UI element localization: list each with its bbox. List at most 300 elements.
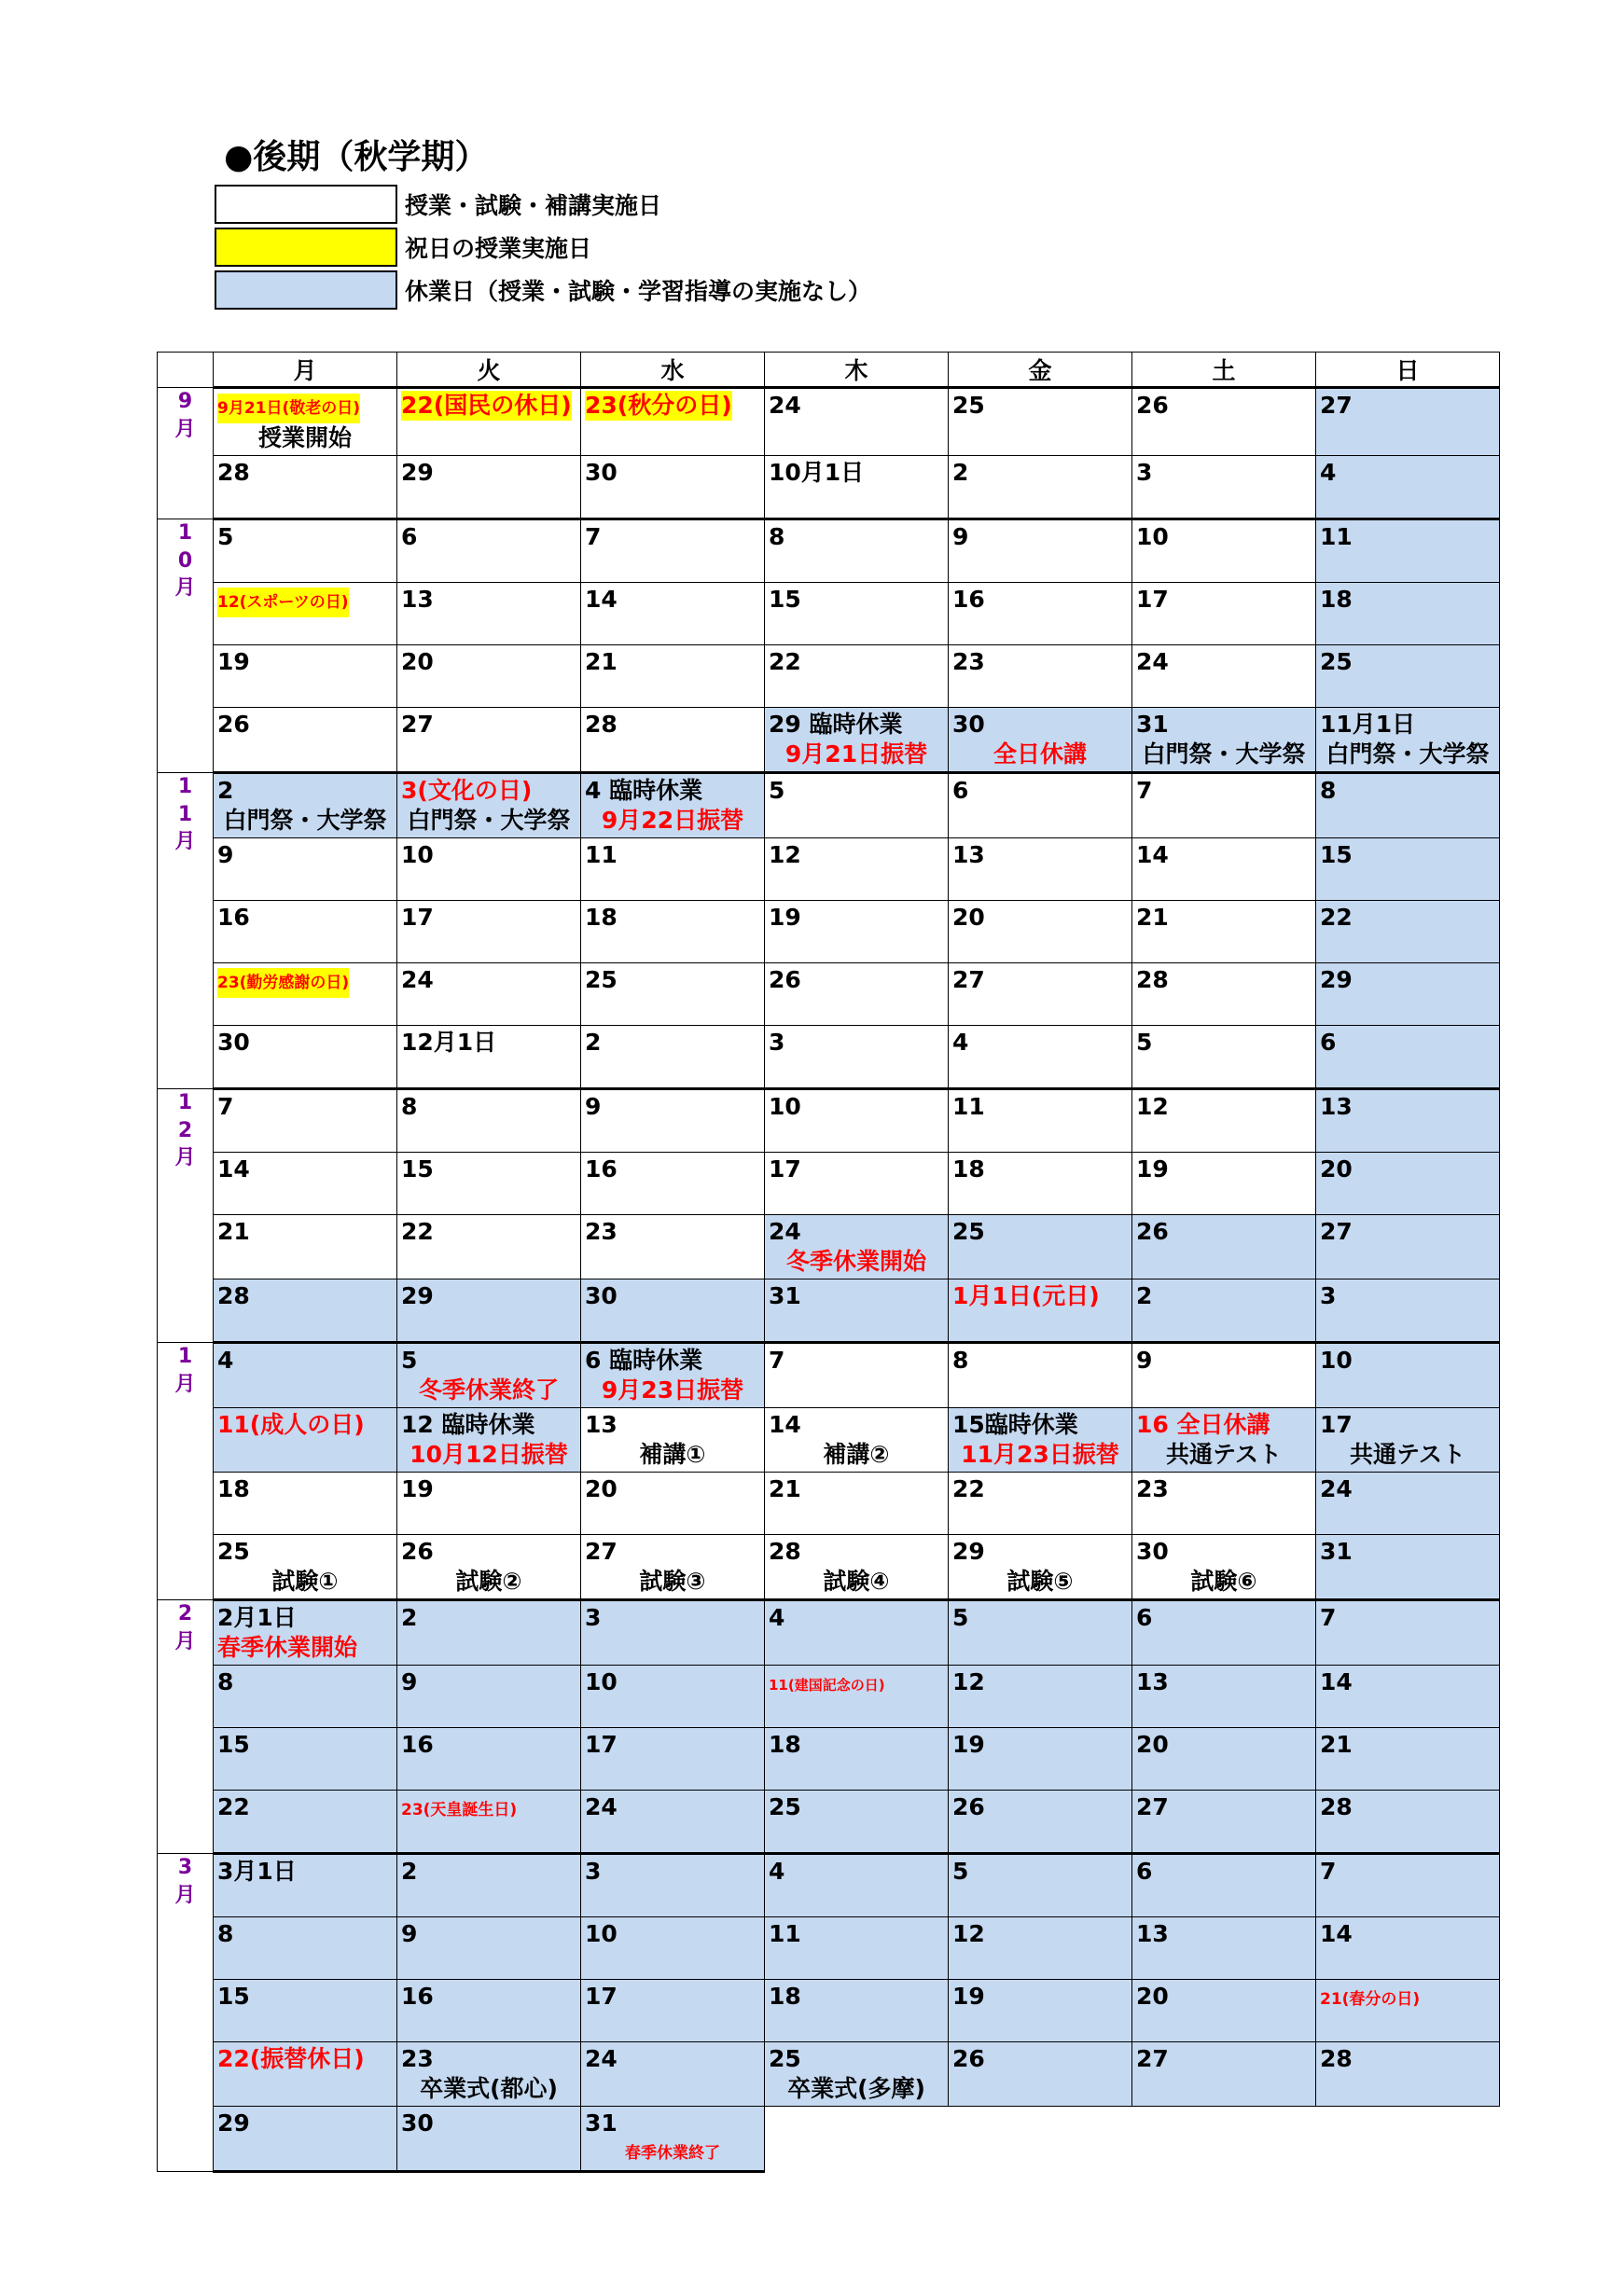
calendar-table: [157, 352, 1500, 2173]
day-number: 28: [217, 1282, 250, 1309]
day-number: 30: [585, 1282, 618, 1309]
week-row: [158, 963, 1500, 1026]
day-cell: [1316, 1980, 1500, 2042]
day-number: 25: [769, 2045, 801, 2072]
day-cell: [214, 1600, 397, 1666]
weekday-header: 日: [1316, 353, 1500, 388]
week-row: [158, 1917, 1500, 1980]
day-number: 22: [401, 1218, 434, 1245]
day-number: 19: [217, 648, 250, 675]
day-number: 9: [585, 1093, 602, 1120]
day-cell: [949, 519, 1132, 583]
day-cell: [581, 1917, 765, 1980]
day-note: 試験⑥: [1190, 1568, 1257, 1595]
day-cell: [1132, 1215, 1316, 1279]
day-number: 27: [1136, 2045, 1169, 2072]
corner-cell: [158, 353, 214, 388]
day-number: 10: [401, 841, 434, 868]
day-cell: [949, 1473, 1132, 1535]
day-cell: [397, 838, 581, 901]
day-cell: [949, 1153, 1132, 1215]
day-cell: [765, 708, 949, 773]
day-number: 14: [769, 1411, 801, 1438]
day-note: 春季休業終了: [625, 2144, 720, 2163]
day-number: 15: [1320, 841, 1353, 868]
week-row: [158, 1343, 1500, 1408]
day-cell: [397, 2107, 581, 2172]
day-cell: [581, 708, 765, 773]
day-cell: [581, 1279, 765, 1343]
day-cell: [949, 645, 1132, 708]
day-number: 30: [1136, 1538, 1169, 1565]
day-note: 10月12日振替: [409, 1441, 568, 1468]
day-cell: [214, 583, 397, 645]
day-cell: [214, 838, 397, 901]
day-number: 5: [769, 777, 785, 804]
day-cell: [1132, 1279, 1316, 1343]
month-label: 1 0 月: [158, 519, 214, 773]
day-cell: [214, 456, 397, 519]
month-label: 1 月: [158, 1343, 214, 1600]
day-cell: [949, 708, 1132, 773]
day-cell: [1132, 963, 1316, 1026]
day-cell: [397, 1343, 581, 1408]
day-cell: [581, 456, 765, 519]
day-number: 14: [1320, 1920, 1353, 1947]
day-note: 9月21日振替: [784, 740, 928, 768]
week-row: [158, 1408, 1500, 1473]
day-number: 10: [585, 1920, 618, 1947]
week-row: [158, 1666, 1500, 1728]
day-cell: [397, 1791, 581, 1854]
day-cell: [214, 1535, 397, 1600]
day-number: 17: [769, 1155, 801, 1183]
day-cell: [1316, 519, 1500, 583]
day-cell: [397, 645, 581, 708]
day-number: 11: [952, 1093, 985, 1120]
day-cell: [1316, 1666, 1500, 1728]
day-cell: [1316, 838, 1500, 901]
day-cell: [765, 963, 949, 1026]
week-row: [158, 1153, 1500, 1215]
weekday-header-row: [158, 353, 1500, 388]
day-number: 27: [1320, 392, 1353, 419]
day-cell: [1132, 1473, 1316, 1535]
day-number: 8: [769, 523, 785, 550]
day-cell: [397, 2042, 581, 2107]
day-number: 4: [217, 1347, 234, 1374]
day-number: 15: [401, 1155, 434, 1183]
day-note: 冬季休業終了: [418, 1376, 559, 1404]
month-label: 3 月: [158, 1854, 214, 2172]
day-number: 29: [401, 1282, 434, 1309]
day-number: 18: [952, 1155, 985, 1183]
day-cell: [1132, 519, 1316, 583]
day-cell: [581, 1728, 765, 1791]
day-number: 8: [1320, 777, 1337, 804]
day-cell: [1316, 708, 1500, 773]
day-number: 12(スポーツの日): [217, 588, 349, 617]
day-number: 11月1日: [1320, 711, 1416, 738]
day-cell: [214, 2107, 397, 2172]
day-cell: [765, 838, 949, 901]
day-cell: [1316, 1343, 1500, 1408]
day-number: 20: [1320, 1155, 1353, 1183]
day-number: 14: [585, 586, 618, 613]
day-number: 21(春分の日): [1320, 1990, 1421, 2009]
month-label: 9 月: [158, 388, 214, 519]
day-number: 26: [952, 2045, 985, 2072]
day-cell: [1316, 1153, 1500, 1215]
legend-swatch-white: [215, 185, 397, 224]
day-cell: [581, 2107, 765, 2172]
day-cell: [581, 1600, 765, 1666]
day-cell: [1316, 1791, 1500, 1854]
day-number: 29: [1320, 966, 1353, 993]
day-cell: [397, 1408, 581, 1473]
day-number: 22(国民の休日): [401, 392, 572, 419]
day-cell: [765, 2042, 949, 2107]
day-cell: [949, 773, 1132, 838]
day-cell: [1316, 901, 1500, 963]
day-cell: [765, 1917, 949, 1980]
week-row: [158, 1600, 1500, 1666]
day-cell: [949, 1980, 1132, 2042]
week-row: [158, 1026, 1500, 1089]
week-row: [158, 388, 1500, 456]
day-number: 19: [769, 904, 801, 931]
day-number: 23: [585, 1218, 618, 1245]
day-number: 21: [1136, 904, 1169, 931]
day-number: 26: [217, 711, 250, 738]
week-row: [158, 1980, 1500, 2042]
day-number: 13: [1320, 1093, 1353, 1120]
day-cell: [397, 1026, 581, 1089]
day-note: 春季休業開始: [217, 1634, 358, 1661]
day-cell: [1316, 2042, 1500, 2107]
day-cell: [581, 388, 765, 456]
day-note: 卒業式(多摩): [787, 2075, 925, 2102]
day-number: 24: [585, 1793, 618, 1820]
day-note: 白門祭・大学祭: [1142, 740, 1306, 768]
day-cell: [214, 519, 397, 583]
day-number: 16: [585, 1155, 618, 1183]
day-number: 28: [585, 711, 618, 738]
day-cell: [1316, 773, 1500, 838]
day-number: 21: [1320, 1731, 1353, 1758]
day-cell: [397, 1089, 581, 1153]
day-cell: [581, 1408, 765, 1473]
day-number: 12: [952, 1920, 985, 1947]
day-number: 12: [769, 841, 801, 868]
day-number: 27: [952, 966, 985, 993]
day-cell: [1132, 1026, 1316, 1089]
day-note: 11月23日振替: [961, 1441, 1119, 1468]
day-number: 4: [769, 1858, 785, 1885]
day-number: 22: [217, 1793, 250, 1820]
day-number: 17: [585, 1731, 618, 1758]
day-number: 18: [769, 1983, 801, 2010]
day-number: 16: [401, 1983, 434, 2010]
legend-swatch-yellow: [215, 228, 397, 267]
day-cell: [581, 773, 765, 838]
day-cell: [581, 1153, 765, 1215]
day-cell: [1316, 1089, 1500, 1153]
day-number: 11: [1320, 523, 1353, 550]
day-number: 24: [769, 1218, 801, 1245]
day-number: 12 臨時休業: [401, 1411, 535, 1438]
day-number: 10: [1136, 523, 1169, 550]
empty-cell: [765, 2107, 949, 2172]
legend-item-class-day: [215, 183, 871, 226]
day-number: 19: [401, 1475, 434, 1502]
day-number: 7: [1320, 1858, 1337, 1885]
day-cell: [397, 1666, 581, 1728]
day-number: 16: [217, 904, 250, 931]
day-cell: [765, 1535, 949, 1600]
day-number: 19: [1136, 1155, 1169, 1183]
day-number: 2: [952, 459, 969, 486]
day-cell: [1316, 1026, 1500, 1089]
day-number: 17: [585, 1983, 618, 2010]
day-cell: [397, 456, 581, 519]
day-number: 17: [1320, 1411, 1353, 1438]
month-label: 1 2 月: [158, 1089, 214, 1343]
day-cell: [949, 388, 1132, 456]
day-cell: [1132, 773, 1316, 838]
day-cell: [1132, 708, 1316, 773]
day-note: 試験③: [639, 1568, 706, 1595]
day-number: 5: [217, 523, 234, 550]
day-number: 25: [217, 1538, 250, 1565]
day-cell: [581, 583, 765, 645]
day-note: 全日休講: [992, 740, 1087, 768]
day-number: 28: [217, 459, 250, 486]
week-row: [158, 838, 1500, 901]
day-number: 8: [217, 1668, 234, 1695]
day-number: 14: [217, 1155, 250, 1183]
day-note: 9月22日振替: [601, 807, 744, 834]
day-number: 13: [1136, 1920, 1169, 1947]
day-number: 18: [1320, 586, 1353, 613]
day-number: 10月1日: [769, 459, 865, 486]
day-cell: [1132, 645, 1316, 708]
day-number: 25: [1320, 648, 1353, 675]
day-number: 27: [1320, 1218, 1353, 1245]
day-number: 10: [585, 1668, 618, 1695]
day-number: 9: [1136, 1347, 1153, 1374]
day-number: 30: [952, 711, 985, 738]
day-number: 9: [952, 523, 969, 550]
day-number: 27: [585, 1538, 618, 1565]
day-number: 26: [1136, 392, 1169, 419]
day-cell: [214, 2042, 397, 2107]
day-number: 5: [401, 1347, 418, 1374]
legend-label: 祝日の授業実施日: [405, 235, 592, 262]
day-number: 2: [1136, 1282, 1153, 1309]
day-cell: [397, 901, 581, 963]
day-number: 3: [1320, 1282, 1337, 1309]
day-cell: [1316, 1473, 1500, 1535]
day-cell: [214, 1473, 397, 1535]
day-number: 6: [1136, 1604, 1153, 1631]
day-number: 3: [1136, 459, 1153, 486]
day-number: 16: [401, 1731, 434, 1758]
day-cell: [397, 1215, 581, 1279]
day-number: 8: [952, 1347, 969, 1374]
day-cell: [949, 1535, 1132, 1600]
day-cell: [949, 1666, 1132, 1728]
day-cell: [765, 1026, 949, 1089]
week-row: [158, 1728, 1500, 1791]
day-cell: [1316, 1408, 1500, 1473]
day-cell: [1132, 1728, 1316, 1791]
day-cell: [1316, 645, 1500, 708]
day-number: 28: [1320, 2045, 1353, 2072]
day-number: 24: [1320, 1475, 1353, 1502]
day-number: 11(建国記念の日): [769, 1677, 885, 1694]
day-cell: [1316, 1728, 1500, 1791]
day-cell: [214, 1279, 397, 1343]
day-number: 31: [585, 2109, 618, 2137]
day-cell: [581, 1215, 765, 1279]
day-note: 白門祭・大学祭: [407, 807, 571, 834]
day-number: 5: [1136, 1029, 1153, 1056]
day-number: 14: [1320, 1668, 1353, 1695]
day-number: 17: [401, 904, 434, 931]
empty-cell: [949, 2107, 1132, 2172]
day-number: 31: [769, 1282, 801, 1309]
day-cell: [397, 1535, 581, 1600]
day-note: 冬季休業開始: [785, 1248, 926, 1275]
day-number: 17: [1136, 586, 1169, 613]
day-number: 15: [769, 586, 801, 613]
weekday-header: 月: [214, 353, 397, 388]
day-number: 15臨時休業: [952, 1411, 1078, 1438]
day-number: 4 臨時休業: [585, 777, 703, 804]
day-number: 22: [769, 648, 801, 675]
day-cell: [581, 2042, 765, 2107]
day-number: 11: [769, 1920, 801, 1947]
day-number: 19: [952, 1983, 985, 2010]
day-number: 27: [1136, 1793, 1169, 1820]
day-cell: [1132, 2042, 1316, 2107]
day-cell: [397, 1473, 581, 1535]
day-number: 24: [1136, 648, 1169, 675]
day-cell: [1132, 1791, 1316, 1854]
day-number: 4: [1320, 459, 1337, 486]
day-cell: [581, 519, 765, 583]
day-number: 25: [952, 1218, 985, 1245]
day-cell: [1316, 1854, 1500, 1917]
day-cell: [765, 1089, 949, 1153]
day-cell: [949, 838, 1132, 901]
week-row: [158, 1791, 1500, 1854]
day-number: 24: [769, 392, 801, 419]
day-cell: [397, 1600, 581, 1666]
day-cell: [397, 773, 581, 838]
day-cell: [1316, 1600, 1500, 1666]
day-number: 26: [952, 1793, 985, 1820]
day-number: 20: [1136, 1983, 1169, 2010]
day-cell: [1316, 388, 1500, 456]
week-row: [158, 583, 1500, 645]
day-cell: [949, 1089, 1132, 1153]
day-number: 2: [585, 1029, 602, 1056]
day-cell: [581, 1791, 765, 1854]
day-number: 28: [1320, 1793, 1353, 1820]
day-number: 25: [585, 966, 618, 993]
day-cell: [765, 1854, 949, 1917]
day-note: 試験⑤: [1006, 1568, 1074, 1595]
day-cell: [214, 645, 397, 708]
day-cell: [1132, 838, 1316, 901]
legend-label: 休業日（授業・試験・学習指導の実施なし）: [405, 278, 872, 305]
day-number: 26: [1136, 1218, 1169, 1245]
day-cell: [1132, 901, 1316, 963]
day-cell: [949, 1854, 1132, 1917]
weekday-header: 木: [765, 353, 949, 388]
day-cell: [214, 1089, 397, 1153]
day-number: 23: [1136, 1475, 1169, 1502]
day-number: 31: [1136, 711, 1169, 738]
day-number: 6: [952, 777, 969, 804]
day-cell: [765, 645, 949, 708]
day-cell: [214, 1791, 397, 1854]
day-number: 22: [952, 1475, 985, 1502]
day-cell: [397, 1728, 581, 1791]
day-cell: [949, 963, 1132, 1026]
day-note: 白門祭・大学祭: [1326, 740, 1490, 768]
day-number: 13: [401, 586, 434, 613]
weekday-header: 土: [1132, 353, 1316, 388]
day-note: 卒業式(都心): [420, 2075, 558, 2102]
day-cell: [214, 963, 397, 1026]
day-cell: [765, 456, 949, 519]
day-number: 30: [401, 2109, 434, 2137]
day-cell: [949, 1917, 1132, 1980]
day-cell: [1316, 456, 1500, 519]
day-number: 10: [1320, 1347, 1353, 1374]
day-cell: [214, 1980, 397, 2042]
day-cell: [214, 708, 397, 773]
day-number: 30: [585, 459, 618, 486]
day-cell: [581, 1473, 765, 1535]
day-number: 9: [401, 1920, 418, 1947]
legend-item-closed-day: [215, 269, 871, 311]
day-cell: [581, 1343, 765, 1408]
day-cell: [214, 388, 397, 456]
day-number: 24: [585, 2045, 618, 2072]
day-cell: [214, 1215, 397, 1279]
day-number: 12: [1136, 1093, 1169, 1120]
day-cell: [765, 773, 949, 838]
day-note: 補講②: [823, 1441, 890, 1468]
day-number: 29: [401, 459, 434, 486]
day-number: 28: [1136, 966, 1169, 993]
week-row: [158, 456, 1500, 519]
empty-cell: [1132, 2107, 1316, 2172]
day-cell: [214, 1343, 397, 1408]
weekday-header: 水: [581, 353, 765, 388]
day-number: 3: [769, 1029, 785, 1056]
day-number: 3: [585, 1858, 602, 1885]
day-number: 7: [1136, 777, 1153, 804]
day-cell: [1132, 1535, 1316, 1600]
day-number: 8: [401, 1093, 418, 1120]
day-number: 11: [585, 841, 618, 868]
day-cell: [1132, 1666, 1316, 1728]
